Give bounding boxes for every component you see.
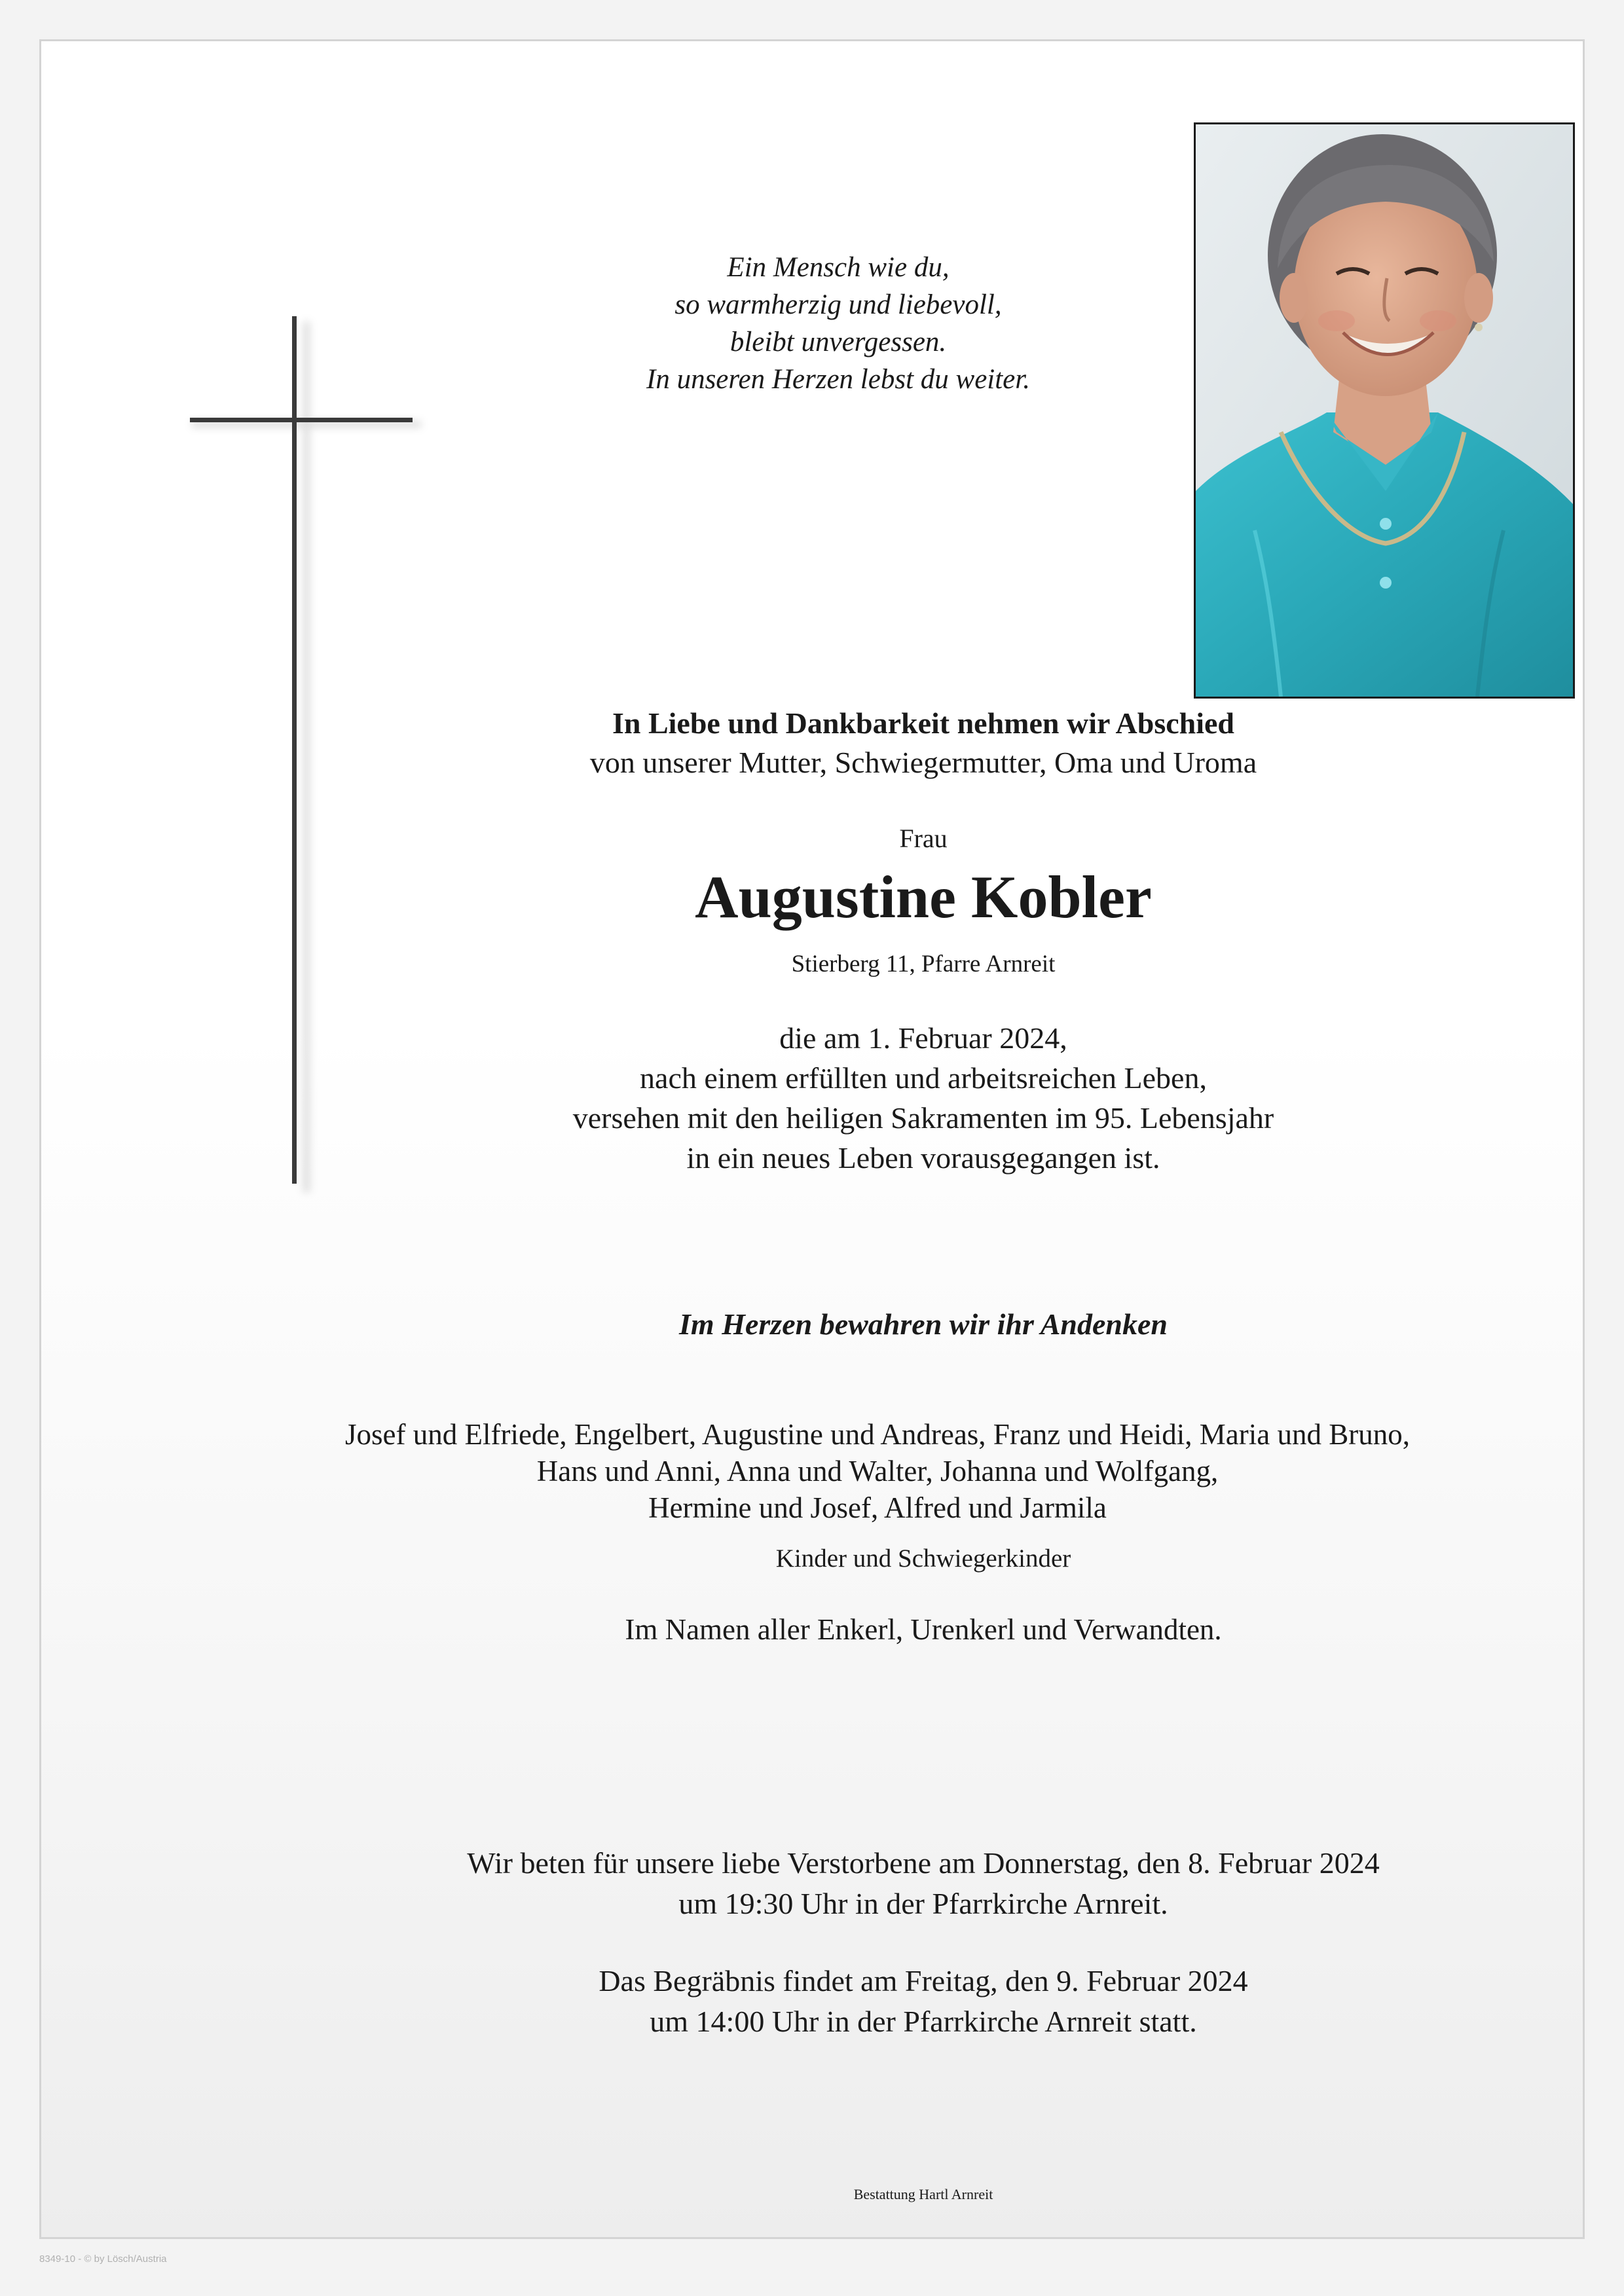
prayer-line: Wir beten für unsere liebe Verstorbene am Donnerstag, den 8. Februar 2024 — [467, 1846, 1380, 1880]
farewell-subtitle: von unserer Mutter, Schwiegermutter, Oma und Uroma — [589, 746, 1257, 779]
poem-line: Ein Mensch wie du, — [727, 252, 950, 283]
prayer-line: um 19:30 Uhr in der Pfarrkirche Arnreit. — [678, 1887, 1168, 1920]
remembrance-heading: Im Herzen bewahren wir ihr Andenken — [679, 1307, 1168, 1341]
family-role: Kinder und Schwiegerkinder — [775, 1544, 1071, 1573]
family-line: Hermine und Josef, Alfred und Jarmila — [648, 1491, 1107, 1524]
farewell-title: In Liebe und Dankbarkeit nehmen wir Abschied — [612, 706, 1235, 740]
death-notice — [399, 1018, 1447, 1178]
undertaker-name: Bestattung Hartl Arnreit — [853, 2186, 993, 2202]
imprint-footer: 8349-10 - © by Lösch/Austria — [39, 2253, 167, 2265]
memorial-poem — [511, 249, 1166, 398]
family-names — [203, 1416, 1552, 1526]
portrait-image — [1196, 124, 1573, 697]
poem-line: so warmherzig und liebevoll, — [674, 289, 1002, 320]
death-notice-line: nach einem erfüllten und arbeitsreichen Leben, — [640, 1061, 1207, 1095]
poem-line: bleibt unvergessen. — [729, 327, 947, 357]
death-notice-line: versehen mit den heiligen Sakramenten im 95. Lebensjahr — [572, 1101, 1274, 1135]
burial-line: um 14:00 Uhr in der Pfarrkirche Arnreit statt. — [650, 2005, 1197, 2038]
burial-service — [334, 1961, 1513, 2042]
burial-line: Das Begräbnis findet am Freitag, den 9. Februar 2024 — [599, 1964, 1248, 1997]
death-notice-line: die am 1. Februar 2024, — [779, 1021, 1067, 1055]
family-line: Josef und Elfriede, Engelbert, Augustine und Andreas, Franz und Heidi, Maria und Bruno, — [345, 1418, 1410, 1451]
family-line: Hans und Anni, Anna und Walter, Johanna und Wolfgang, — [536, 1455, 1219, 1487]
honorific: Frau — [899, 824, 948, 853]
deceased-name: Augustine Kobler — [695, 864, 1152, 930]
deceased-address: Stierberg 11, Pfarre Arnreit — [791, 951, 1056, 977]
prayer-service — [268, 1843, 1578, 1924]
poem-line: In unseren Herzen lebst du weiter. — [646, 364, 1030, 395]
death-notice-line: in ein neues Leben vorausgegangen ist. — [686, 1141, 1160, 1175]
relatives-note: Im Namen aller Enkerl, Urenkerl und Verwandten. — [625, 1613, 1222, 1646]
portrait-photo — [1194, 122, 1575, 699]
